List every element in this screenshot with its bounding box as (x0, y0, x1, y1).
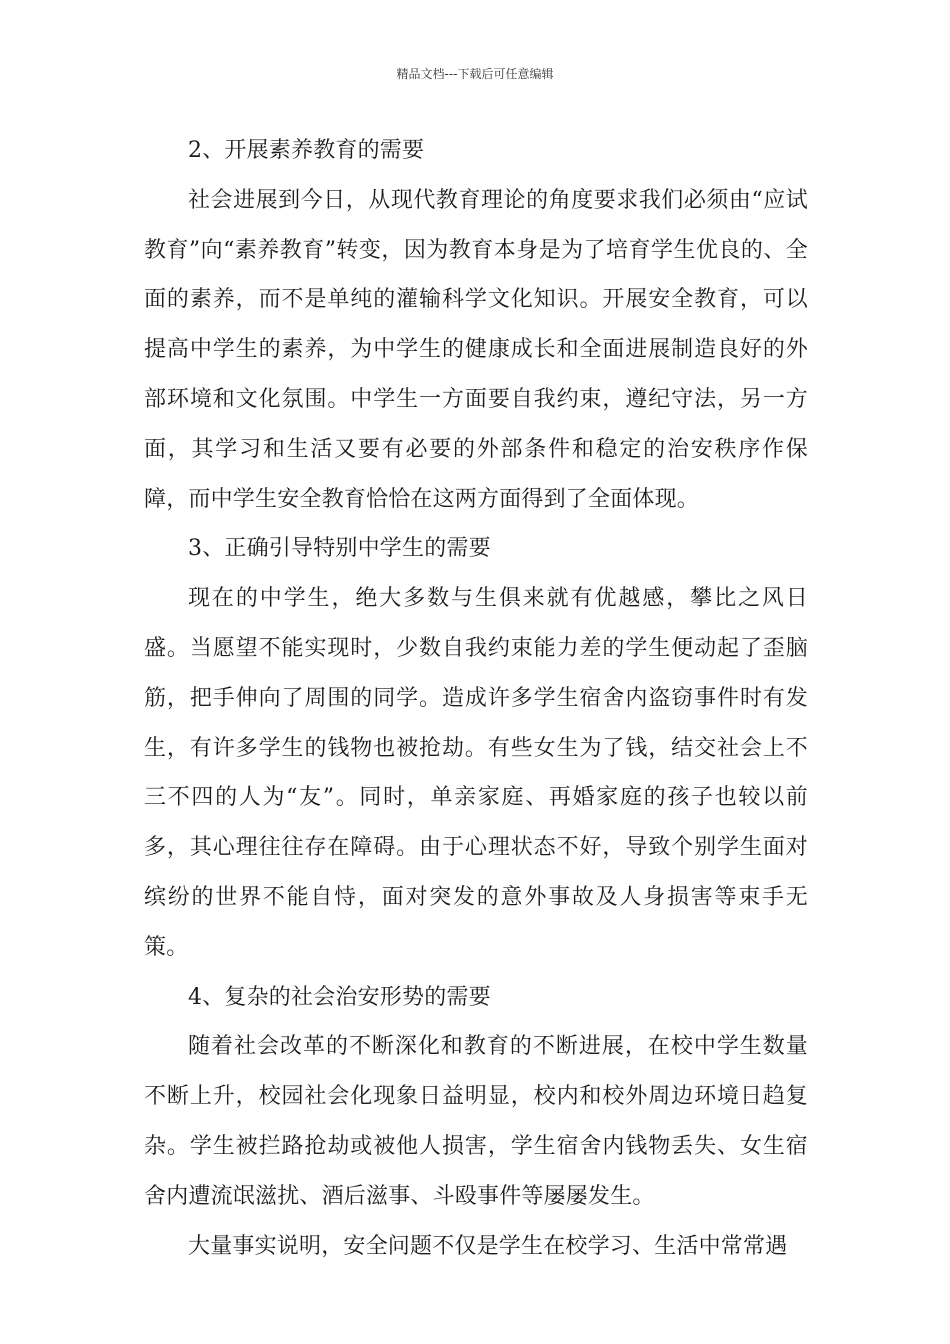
page-header: 精品文档---下载后可任意编辑 (396, 67, 554, 81)
section-heading-4: 4、复杂的社会治安形势的需要 (188, 984, 491, 1010)
paragraph: 现在的中学生，绝大多数与生俱来就有优越感，攀比之风日盛。当愿望不能实现时，少数自我约束能力差的学生便动起了歪脑筋，把手伸向了周围的同学。造成许多学生宿舍内盗窃事件时有发生，有许多学生的钱物也被抢劫。有些女生为了钱，结交社会上不三不四的人为“友”。同时，单亲家庭、再婚家庭的孩子也较以前多，其心理往往存在障碍。由于心理状态不好，导致个别学生面对缤纷的世界不能自恃，面对突发的意外事故及人身损害等束手无策。 (144, 586, 808, 960)
paragraph: 大量事实说明，安全问题不仅是学生在校学习、生活中常常遇 (188, 1233, 788, 1259)
paragraph: 社会进展到今日，从现代教育理论的角度要求我们必须由“应试教育”向“素养教育”转变，因为教育本身是为了培育学生优良的、全面的素养，而不是单纯的灌输科学文化知识。开展安全教育，可以提高中学生的素养，为中学生的健康成长和全面进展制造良好的外部环境和文化氛围。中学生一方面要自我约束，遵纪守法，另一方面，其学习和生活又要有必要的外部条件和稳定的治安秩序作保障，而中学生安全教育恰恰在这两方面得到了全面体现。 (144, 187, 808, 512)
section-heading-2: 2、开展素养教育的需要 (188, 138, 425, 163)
document-body (144, 126, 808, 1271)
paragraph: 随着社会改革的不断深化和教育的不断进展，在校中学生数量不断上升，校园社会化现象日益明显，校内和校外周边环境日趋复杂。学生被拦路抢劫或被他人损害，学生宿舍内钱物丢失、女生宿舍内遭流氓滋扰、酒后滋事、斗殴事件等屡屡发生。 (144, 1034, 808, 1209)
section-heading-3: 3、正确引导特别中学生的需要 (188, 536, 491, 562)
